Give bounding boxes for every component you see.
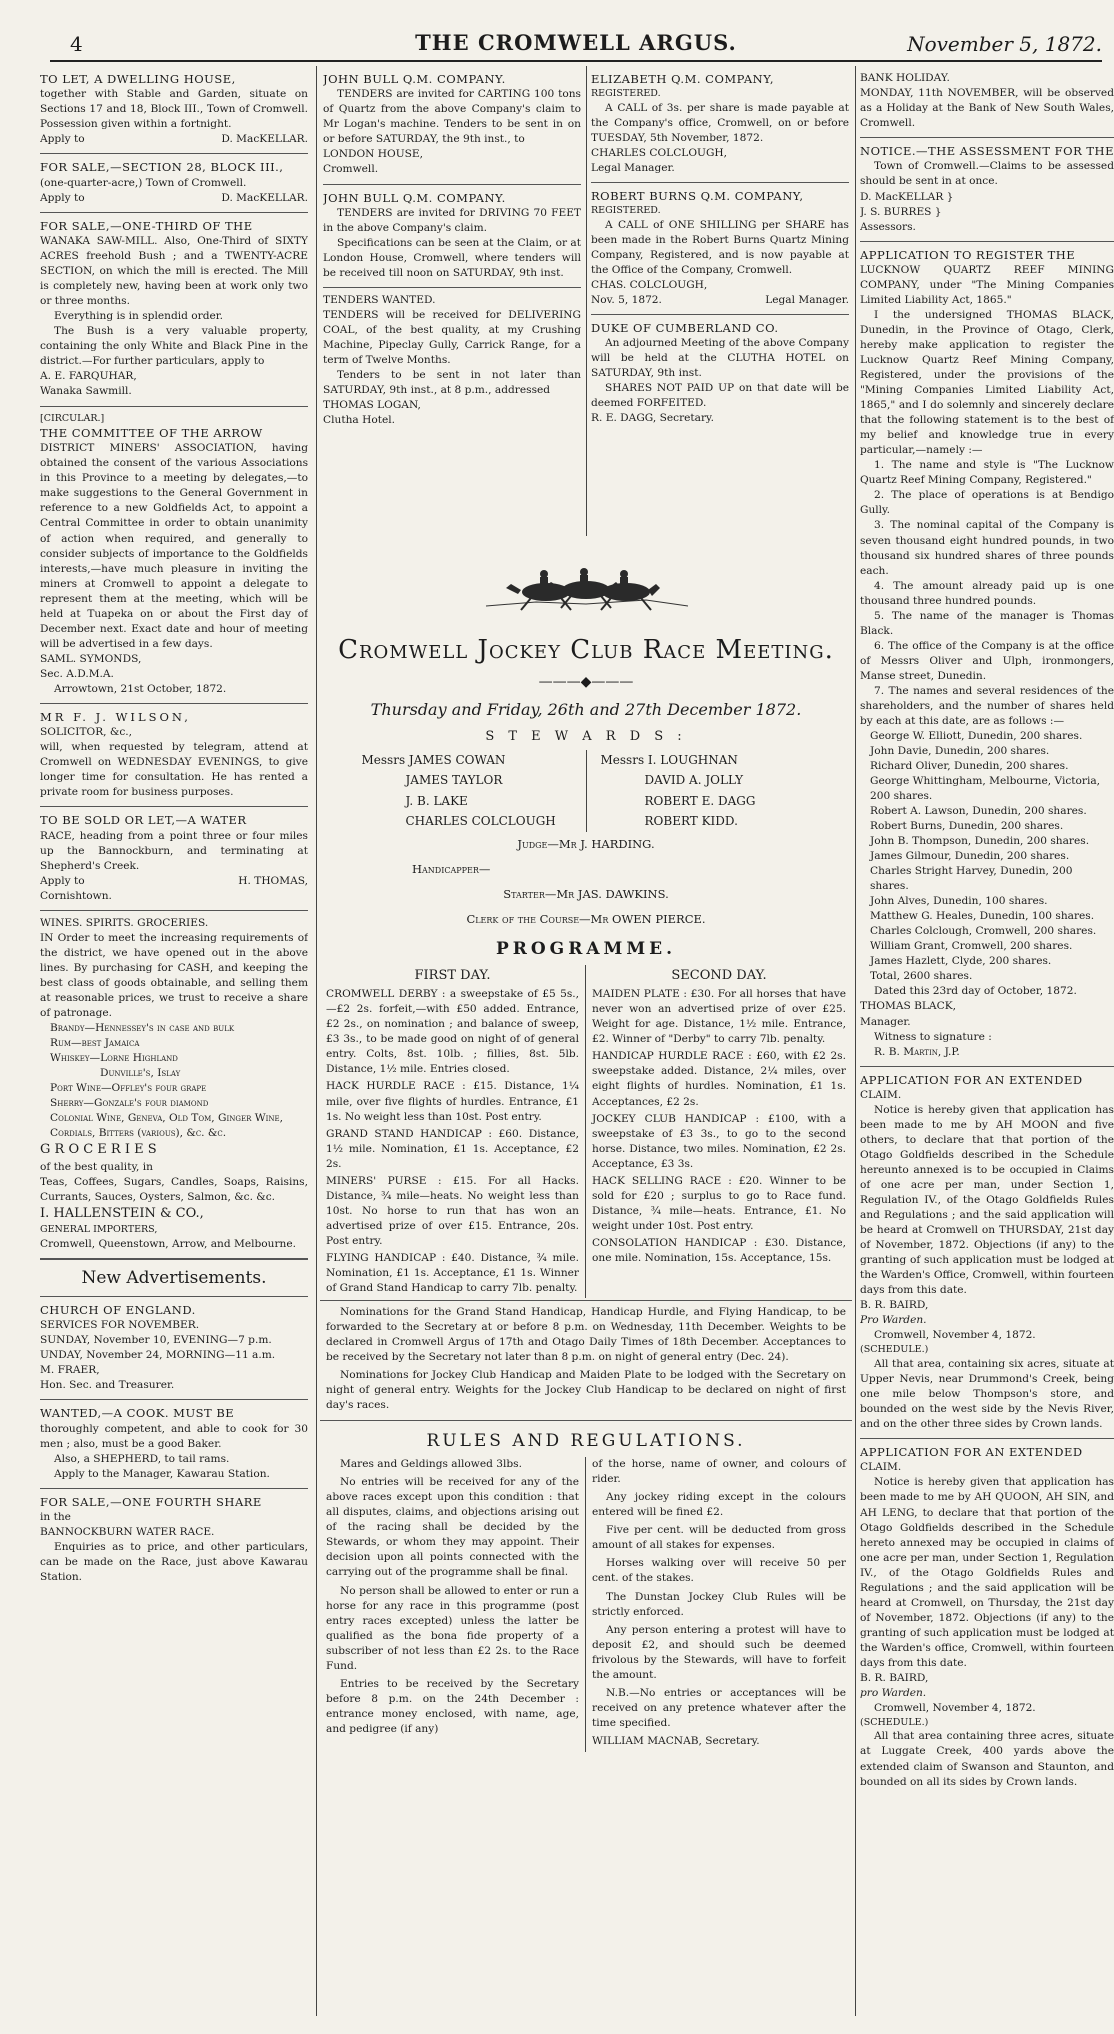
ad-wilson-solicitor [40,704,308,807]
ad-elizabeth-qm [591,66,849,183]
programme-days [320,965,852,1298]
ad-heading: FOR SALE,—ONE FOURTH SHARE [40,1494,262,1509]
race-entry: JOCKEY CLUB HANDICAP : £100, with a sweepstake of £3 3s., to go to the second horse. Distance, two miles. Nomination, £2 2s. Acceptance, £3 3s. [592,1112,846,1170]
ad-body: TENDERS are invited for DRIVING 70 FEET in the above Company's claim. [323,206,581,234]
ad-heading: TO BE SOLD OR LET,—A WATER [40,813,247,828]
ad-heading: JOHN BULL Q.M. COMPANY. [323,72,506,86]
issue-date: November 5, 1872. [907,32,1102,56]
ad-body: RACE, heading from a point three or four miles up the Bannockburn, and terminating at Shepherd's Creek. [40,829,308,872]
ad-body: SHARES NOT PAID UP on that date will be deemed FORFEITED. [591,382,849,410]
ad-heading: WINES. SPIRITS. GROCERIES. [40,916,209,929]
ad-heading: TO LET, A DWELLING HOUSE, [40,72,236,86]
ad-witness: Witness to signature : [874,1030,992,1043]
list-item: Whiskey—Lorne Highland [50,1052,178,1065]
ad-heading: WANTED,—A COOK. MUST BE [40,1406,235,1421]
list-item: 6. The office of the Company is at the office of Messrs Oliver and Ulph, ironmongers, Manse street, Dunedin. [860,639,1114,682]
stewards-left [348,750,587,832]
ad-body: TENDERS will be received for DELIVERING COAL, of the best quality, at my Crushing Machine, Pipeclay Gully, Carrick Range, for a term of Twelve Months. [323,309,581,367]
race-entry: CONSOLATION HANDICAP : £30. Distance, one mile. Nomination, 15s. Acceptance, 15s. [592,1236,846,1264]
ad-body: Tenders to be sent in not later than SATURDAY, 9th inst., at 8 p.m., addressed [323,369,581,397]
ad-water-race [40,807,308,910]
ad-heading: APPLICATION FOR AN EXTENDED [860,1445,1083,1460]
ad-signature: D. MacKELLAR } [860,190,954,203]
ad-body: IN Order to meet the increasing requirements of the district, we have opened out in the above lines. By purchasing for CASH, and keeping the best class of goods obtainable, and selling them at reasonable prices, we trust to receive a share of patronage. [40,931,308,1020]
steward-name: Messrs JAMES COWAN [361,752,506,767]
column-1 [40,66,308,1986]
steward-name: JAMES TAYLOR [405,773,503,788]
race-entry: HACK SELLING RACE : £20. Winner to be sold for £20 ; surplus to go to Race fund. Distance, ¾ mile—heats. Entrance, £1. No weight under 10st. Post entry. [592,1174,846,1232]
race-entry: GRAND STAND HANDICAP : £60. Distance, 1½ mile. Nomination, £1 1s. Acceptance, £2 2s. [326,1127,579,1170]
steward-name: CHARLES COLCLOUGH [405,814,556,829]
rules-left [320,1457,586,1752]
ad-body: (one-quarter-acre,) Town of Cromwell. [40,176,247,189]
rules-right [586,1457,852,1752]
ad-signature: CHAS. COLCLOUGH, [591,278,708,291]
ad-signature: M. FRAER, [40,1364,100,1377]
rule-item: Entries to be received by the Secretary before 8 p.m. on the 24th December : entrance money enclosed, with name, age, and pedigree (if any) [326,1677,579,1735]
rule-item: of the horse, name of owner, and colours of rider. [592,1458,846,1486]
rule-item: Any person entering a protest will have to deposit £2, and should such be deemed frivolous by the Stewards, will have to forfeit the amount. [592,1623,846,1681]
race-entry: MAIDEN PLATE : £30. For all horses that have never won an advertised prize of over £25. Weight for age. Distance, 1½ mile. Entrance, £2. Winner of "Derby" to carry 7lb. penalty. [592,988,846,1046]
ad-to-let [40,66,308,154]
ad-body: Notice is hereby given that application has been made to me by AH QUOON, AH SIN, and AH LENG, to declare that that portion of the Otago Goldfields described in the Schedule hereto annexed may be occupied in claims of one acre per man, under Section 1, Regulation IV., of the Otago Goldfields Rules and Regulations ; and the said application will be heard at Cromwell, on Thursday, the 21st day of November, 1872. Objections (if any) to the granting of such application must be lodged at the Warden's office, Cromwell, within fourteen days from this date. [860,1476,1114,1669]
ad-body: Town of Cromwell.—Claims to be assessed should be sent in at once. [860,160,1114,188]
ad-signature: B. R. BAIRD, [860,1671,929,1684]
ad-body: A CALL of ONE SHILLING per SHARE has been made in the Robert Burns Quartz Mining Company, Registered, and is now payable at the Office of the Company, Cromwell. [591,218,849,276]
race-meeting-notice [320,540,852,2020]
ad-role: Manager. [860,1015,911,1028]
list-item: 1. The name and style is "The Lucknow Quartz Reef Mining Company, Registered." [860,459,1114,487]
ad-wanted-cook [40,1400,308,1488]
ad-heading: THE COMMITTEE OF THE ARROW [40,426,263,440]
ad-body: Apply to the Manager, Kawarau Station. [54,1467,270,1480]
ad-signature: R. E. DAGG, Secretary. [591,412,714,425]
ad-body: will, when requested by telegram, attend at Cromwell on WEDNESDAY EVENINGS, to give longer time for consultation. He has rented a private room for business purposes. [40,741,308,799]
ad-heading: G R O C E R I E S [40,1142,157,1158]
day-heading: SECOND DAY. [671,967,767,983]
stewards-right [587,750,825,832]
ad-duke-of-cumberland [591,315,849,433]
ad-body: The Bush is a very valuable property, containing the only White and Black Pine in the district.—For further particulars, apply to [40,325,308,368]
ad-body: Also, a SHEPHERD, to tail rams. [54,1452,230,1465]
ad-role: Hon. Sec. and Treasurer. [40,1379,175,1392]
ad-heading: NOTICE.—THE ASSESSMENT FOR THE [860,144,1114,159]
ad-signature: THOMAS BLACK, [860,1000,956,1013]
programme-heading: PROGRAMME. [495,938,677,959]
ad-signature: D. MacKELLAR. [221,191,308,204]
ad-miners-association [40,407,308,704]
ad-john-bull-driving [323,185,581,288]
shares-total: Total, 2600 shares. [870,970,973,983]
list-item: Brandy—Hennessey's in case and bulk [50,1022,235,1035]
ad-heading: BANK HOLIDAY. [860,72,950,84]
ad-bank-holiday [860,66,1114,138]
ad-sub: CLAIM. [860,1461,902,1474]
column-rule [586,66,587,536]
ad-heading: JOHN BULL Q.M. COMPANY. [323,190,506,205]
racehorses-illustration [476,544,696,624]
list-item: 3. The nominal capital of the Company is seven thousand eight hundred pounds, in two thousand six hundred shares of three pounds each. [860,519,1114,577]
ad-heading: FOR SALE,—SECTION 28, BLOCK III., [40,160,284,175]
race-entry: HACK HURDLE RACE : £15. Distance, 1¼ mile, over five flights of hurdles. Entrance, £1 1s. No weight less than 10st. Post entry. [326,1080,579,1123]
race-title: Cromwell Jockey Club Race Meeting. [338,635,834,665]
ad-body: WANAKA SAW-MILL. Also, One-Third of SIXTY ACRES freehold Bush ; and a TWENTY-ACRE SECTION, on which the mill is erected. The Mill is completely new, having been at work only two or three months. [40,235,308,308]
ad-tenders-wanted [323,288,581,434]
race-entry: FLYING HANDICAP : £40. Distance, ¾ mile. Nomination, £1 1s. Acceptance, £1 1s. Winner of Grand Stand Handicap to carry 7lb. penalty. [326,1251,579,1294]
ad-place: Clutha Hotel. [323,414,395,427]
shareholder: James Gilmour, Dunedin, 200 shares. [870,850,1070,863]
ad-assessment-notice [860,138,1114,241]
ad-sub: REGISTERED. [591,88,661,100]
ad-body: Notice is hereby given that application has been made to me by AH MOON and five others, to declare that that portion of the Otago Goldfields described in the Schedule hereunto annexed is to be occupied in Claims of one acre per man, under Section 1, Regulation IV., of the Otago Goldfields Rules and Regulations ; and the said application will be heard at Cromwell on THURSDAY, 21st day of November, 1872. Objections (if any) to the granting of such application must be lodged at the Warden's Office, Cromwell, within fourteen days from this date. [860,1103,1114,1297]
divider [320,1300,852,1301]
shareholder: George W. Elliott, Dunedin, 200 shares. [870,729,1083,742]
ad-sub: in the [40,1511,71,1524]
column-rule [316,66,317,2016]
ad-body: DISTRICT MINERS' ASSOCIATION, having obtained the consent of the various Associations in this Province to a meeting by delegates,—to make suggestions to the General Government in reference to a new Goldfields Act, to appoint a Central Committee in order to obtain unanimity of action when required, and generally to consider subjects of importance to the Goldfields interests,—have much pleasure in inviting the miners at Cromwell to appoint a delegate to represent them at the meeting, which will be held at Tuapeka on or about the First day of December next. Exact date and hour of meeting will be advertised in a few days. [40,442,308,650]
shareholder: Robert Burns, Dunedin, 200 shares. [870,820,1064,833]
ad-heading: APPLICATION TO REGISTER THE [860,247,1076,262]
list-item: Dunville's, Islay [100,1067,181,1080]
ad-signature: H. THOMAS, [238,874,308,887]
rules-heading: RULES AND REGULATIONS. [426,1431,746,1452]
race-entry: MINERS' PURSE : £15. For all Hacks. Distance, ¾ mile—heats. No weight less than 10st. No horse to run that has won an advertised prize of over £15. Entrance, 20s. Post entry. [326,1174,579,1247]
ad-sub: of the best quality, in [40,1160,153,1173]
ad-body: thoroughly competent, and able to cook for 30 men ; also, must be a good Baker. [40,1422,308,1450]
first-day [320,965,586,1298]
ad-signature: THOMAS LOGAN, [323,399,421,412]
clerk-of-course: Clerk of the Course—Mr OWEN PIERCE. [466,912,706,927]
ad-place: Wanaka Sawmill. [40,385,132,398]
second-day [586,965,852,1298]
steward-name: J. B. LAKE [405,793,468,808]
ad-heading: MR F. J. WILSON, [40,709,191,724]
ad-sub: SERVICES FOR NOVEMBER. [40,1319,200,1332]
race-entry: HANDICAP HURDLE RACE : £60, with £2 2s. sweepstake added. Distance, 2¼ miles, over eight flights of hurdles. Nomination, £1 1s. Acceptances, £2 2s. [592,1050,846,1108]
column-2 [323,66,581,436]
ad-heading: CHURCH OF ENGLAND. [40,1302,196,1317]
list-item: Rum—best Jamaica [50,1037,140,1050]
ad-role: Legal Manager. [591,161,675,174]
ad-role: Assessors. [860,220,916,233]
ad-role: pro Warden. [860,1686,927,1699]
ad-sale-section-28 [40,154,308,212]
ad-signature: B. R. BAIRD, [860,1299,929,1312]
steward-name: ROBERT E. DAGG [644,793,756,808]
ad-role: Sec. A.D.M.A. [40,667,114,680]
rules-columns [320,1457,852,1752]
shareholder: Richard Oliver, Dunedin, 200 shares. [870,759,1069,772]
page-number: 4 [70,32,83,56]
firm-places: Cromwell, Queenstown, Arrow, and Melbourne. [40,1237,297,1250]
shareholder: John Alves, Dunedin, 100 shares. [870,895,1048,908]
ad-schedule-label: (SCHEDULE.) [860,1716,929,1728]
ad-heading: ROBERT BURNS Q.M. COMPANY, [591,188,804,203]
stewards-heading: S T E W A R D S : [485,728,687,744]
ad-role: SOLICITOR, &c., [40,726,133,739]
race-dates: Thursday and Friday, 26th and 27th December 1872. [370,699,802,719]
list-item: Port Wine—Offley's four grape [50,1082,207,1095]
ad-role: Legal Manager. [765,293,849,306]
ad-schedule-label: (SCHEDULE.) [860,1344,929,1356]
ad-body: Everything is in splendid order. [54,310,224,323]
ad-signature: LONDON HOUSE, [323,148,424,161]
ad-body: Specifications can be seen at the Claim, or at London House, Cromwell, where tenders will be received till noon on SATURDAY, 9th inst. [323,236,581,279]
ad-heading: FOR SALE,—ONE-THIRD OF THE [40,218,253,233]
firm-name: I. HALLENSTEIN & CO., [40,1205,204,1221]
newspaper-title: THE CROMWELL ARGUS. [415,30,737,55]
section-heading: New Advertisements. [40,1259,308,1297]
list-item: 7. The names and several residences of the shareholders, and the number of shares held by each at this date, are as follows :— [860,684,1114,727]
nominations-text: Nominations for the Grand Stand Handicap, Handicap Hurdle, and Flying Handicap, to be forwarded to the Secretary at or before 8 p.m. on Wednesday, 11th December. Weights to be declared in Cromwell Argus of 17th and Otago Daily Times of 18th December. Acceptances to be received by the Secretary not later than 8 p.m. on night of general entry (Dec. 24). [326,1305,846,1363]
rule-item: Horses walking over will receive 50 per cent. of the stakes. [592,1557,846,1585]
ad-wines-groceries [40,911,308,1259]
ad-body: Enquiries as to price, and other particulars, can be made on the Race, just above Kawarau Station. [40,1541,308,1584]
column-rule [855,66,856,2016]
ad-heading: ELIZABETH Q.M. COMPANY, [591,72,774,86]
ad-fourth-share [40,1489,308,1591]
shareholder: Charles Colclough, Cromwell, 200 shares. [870,925,1097,938]
race-entry: CROMWELL DERBY : a sweepstake of £5 5s.,—£2 2s. forfeit,—with £50 added. Entrance, £2 2s., on nomination ; and balance of sweep, £3 3s., to be made good on night of of general entry. Colts, 8st. 10lb. ; fillies, 8st. 5lb. Distance, 1½ mile. Entries closed. [326,988,579,1076]
ad-body: I the undersigned THOMAS BLACK, Dunedin, in the Province of Otago, Clerk, hereby make application to register the Lucknow Quartz Reef Mining Company, Registered, under the provisions of the "Mining Companies Limited Liability Act, 1865," and I do solemnly and sincerely declare that the following statement is to the best of my belief and knowledge true in every particular,—namely :— [860,309,1114,457]
ad-apply: Apply to [40,874,85,887]
ad-sawmill [40,213,308,407]
ad-robert-burns-qm [591,183,849,315]
shareholder: James Hazlett, Clyde, 200 shares. [870,955,1052,968]
list-item: Colonial Wine, Geneva, Old Tom, Ginger Wine, Cordials, Bitters (various), &c. &c. [50,1112,283,1140]
ad-signature: A. E. FARQUHAR, [40,370,137,383]
ad-heading: APPLICATION FOR AN EXTENDED [860,1072,1083,1087]
ad-body: together with Stable and Garden, situate on Sections 17 and 18, Block III., Town of Cromwell. Possession given within a fortnight. [40,88,308,131]
ad-body: MONDAY, 11th NOVEMBER, will be observed as a Holiday at the Bank of New South Wales, Cromwell. [860,87,1114,130]
ad-apply: Apply to [40,191,85,204]
ad-date: Cromwell, November 4, 1872. [874,1329,1036,1342]
stewards-list [320,750,852,832]
ad-role: Pro Warden. [860,1314,927,1327]
steward-name: ROBERT KIDD. [644,814,738,829]
divider [320,1420,852,1421]
ad-date: Arrowtown, 21st October, 1872. [54,682,227,695]
ad-body: A CALL of 3s. per share is made payable at the Company's office, Cromwell, on or before TUESDAY, 5th November, 1872. [591,101,849,144]
firm-role: GENERAL IMPORTERS, [40,1224,158,1236]
goods-list [40,1021,308,1141]
ad-john-bull-carting [323,66,581,185]
ad-signature: SAML. SYMONDS, [40,652,142,665]
ad-label: [CIRCULAR.] [40,412,105,424]
list-item: 2. The place of operations is at Bendigo Gully. [860,489,1114,517]
rule-item: No person shall be allowed to enter or run a horse for any race in this programme (post entry races excepted) unless the latter be qualified as the bona fide property of a subscriber of not less than £2 2s. to the Race Fund. [326,1584,579,1672]
masthead [50,30,1102,62]
ad-lucknow-registration [860,242,1114,1067]
rule-item: No entries will be received for any of the above races except upon this condition : that all disputes, claims, and objections arising out of the racing shall be decided by the Stewards, or whom they may appoint. Their decision upon all points connected with the carrying out of the programme shall be final. [326,1476,579,1579]
ad-signature: J. S. BURRES } [860,205,942,218]
ad-body: Teas, Coffees, Sugars, Candles, Soaps, Raisins, Currants, Sauces, Oysters, Salmon, &c. &c. [40,1175,308,1203]
ad-sub: CLAIM. [860,1088,902,1101]
handicapper: Handicapper— [412,861,491,876]
rule-item: The Dunstan Jockey Club Rules will be strictly enforced. [592,1590,846,1618]
ad-signature: CHARLES COLCLOUGH, [591,146,728,159]
shareholder: John B. Thompson, Dunedin, 200 shares. [870,835,1090,848]
list-item: Sherry—Gonzale's four diamond [50,1097,209,1110]
day-heading: FIRST DAY. [414,967,491,983]
rule-item: Five per cent. will be deducted from gross amount of all stakes for expenses. [592,1524,846,1552]
ad-body: An adjourned Meeting of the above Company will be held at the CLUTHA HOTEL on SATURDAY, 9th inst. [591,337,849,380]
nominations-notes [320,1303,852,1418]
ad-place: Cromwell. [323,163,379,176]
ad-ah-moon-claim [860,1067,1114,1440]
nominations-text: Nominations for Jockey Club Handicap and Maiden Plate to be lodged with the Secretary on night of general entry. Weights for the Jockey Club Handicap to be declared on night of first day's races. [326,1369,846,1412]
ad-sub: LUCKNOW QUARTZ REEF MINING COMPANY, under "The Mining Companies Limited Liability Act, 1865." [860,263,1114,306]
column-3 [591,66,849,436]
steward-name: Messrs I. LOUGHNAN [600,752,738,767]
rule-item: Mares and Geldings allowed 3lbs. [340,1458,522,1471]
ornament-divider: ———◆——— [538,673,634,690]
race-officials [320,832,852,933]
list-item: 5. The name of the manager is Thomas Black. [860,609,1114,637]
ad-body: UNDAY, November 24, MORNING—11 a.m. [40,1349,276,1362]
shareholder: John Davie, Dunedin, 200 shares. [870,744,1050,757]
ad-jp: R. B. Martin, J.P. [874,1045,960,1058]
judge: Judge—Mr J. HARDING. [517,836,655,851]
shareholder: Matthew G. Heales, Dunedin, 100 shares. [870,910,1095,923]
shareholder: George Whittingham, Melbourne, Victoria, 200 shares. [870,775,1101,803]
ad-place: Cornishtown. [40,889,112,902]
shareholder: Charles Stright Harvey, Dunedin, 200 shares. [870,865,1073,893]
ad-church [40,1297,308,1400]
shareholder-list [860,729,1114,985]
column-4 [860,66,1114,2026]
ad-schedule: All that area, containing six acres, situate at Upper Nevis, near Drummond's Creek, being one mile below Thompson's store, and bounded on the west side by the Nevis River, and on the other three sides by Crown lands. [860,1357,1114,1431]
ad-date: Cromwell, November 4, 1872. [874,1701,1036,1714]
rule-item: N.B.—No entries or acceptances will be received on any pretence whatever after the time specified. [592,1686,846,1729]
starter: Starter—Mr JAS. DAWKINS. [503,887,669,902]
ad-body: SUNDAY, November 10, EVENING—7 p.m. [40,1334,272,1347]
ad-date: Dated this 23rd day of October, 1872. [874,985,1077,998]
steward-name: DAVID A. JOLLY [644,773,744,788]
shareholder: Robert A. Lawson, Dunedin, 200 shares. [870,805,1087,818]
ad-heading: TENDERS WANTED. [323,294,436,306]
rule-item: Any jockey riding except in the colours entered will be fined £2. [592,1491,846,1519]
ad-heading: DUKE OF CUMBERLAND CO. [591,320,779,335]
ad-sub: BANNOCKBURN WATER RACE. [40,1526,215,1539]
ad-apply: Apply to [40,133,85,146]
ad-date: Nov. 5, 1872. [591,293,662,306]
shareholder: William Grant, Cromwell, 200 shares. [870,940,1073,953]
ad-body: TENDERS are invited for CARTING 100 tons of Quartz from the above Company's claim to Mr Logan's machine. Tenders to be sent in on or before SATURDAY, the 9th inst., to [323,88,581,146]
ad-sub: REGISTERED. [591,205,661,217]
list-item: 4. The amount already paid up is one thousand three hundred pounds. [860,579,1114,607]
ad-signature: D. MacKELLAR. [221,133,308,146]
ad-schedule: All that area containing three acres, situate at Luggate Creek, 400 yards above the extended claim of Swanson and Staunton, and bounded on all its sides by Crown lands. [860,1730,1114,1788]
secretary-signature: WILLIAM MACNAB, Secretary. [592,1734,760,1747]
ad-ah-quoon-claim [860,1439,1114,1795]
